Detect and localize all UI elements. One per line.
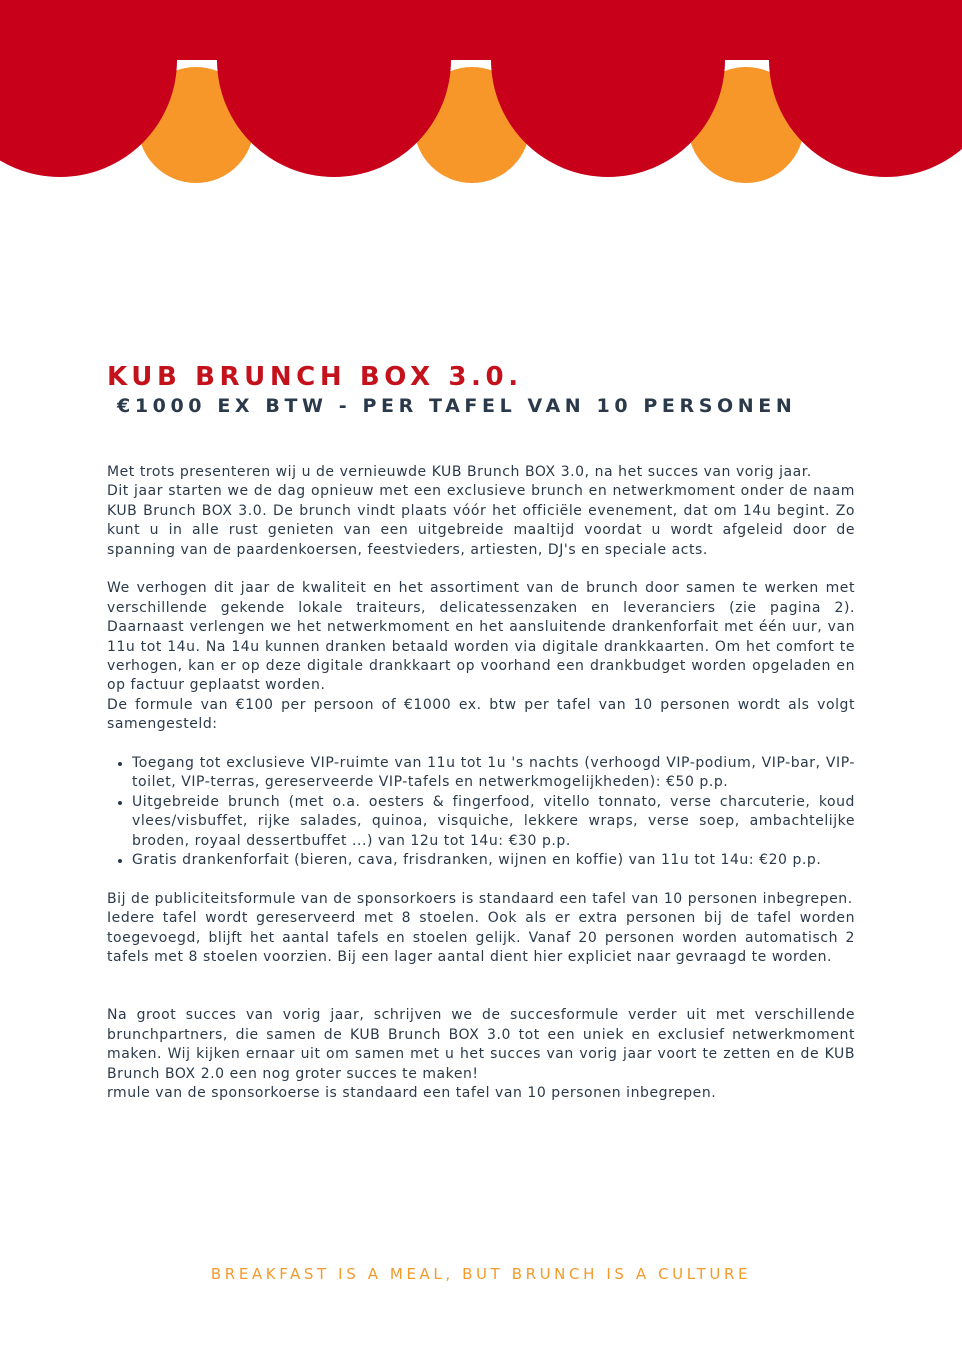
closing-paragraph: rmule van de sponsorkoerse is standaard een tafel van 10 personen inbegrepen. [107,1084,717,1101]
formula-list [107,754,855,870]
publicity-paragraph: Iedere tafel wordt gereserveerd met 8 stoelen. Ook als er extra personen bij de tafel worden toegevoegd, blijft het aantal tafels en stoelen gelijk. Vanaf 20 personen worden automatisch 2 tafels met 8 stoelen voorzien. Bij een lager aantal dient hier expliciet naar gevraagd te worden. [107,910,855,966]
red-scallop [491,0,725,177]
page-title: KUB BRUNCH BOX 3.0. [107,362,523,392]
footer-tagline: BREAKFAST IS A MEAL, BUT BRUNCH IS A CULTURE [210,1265,752,1283]
paragraph-spacer [107,871,855,890]
intro-paragraph: Met trots presenteren wij u de vernieuwde KUB Brunch BOX 3.0, na het succes van vorig jaar. [107,464,812,480]
curtain-header-graphic [0,0,962,190]
publicity-paragraph: Bij de publiciteitsformule van de sponsorkoers is standaard een tafel van 10 personen inbegrepen. [107,890,853,907]
list-item: • Uitgebreide brunch (met o.a. oesters & fingerfood, vitello tonnato, verse charcuterie, koud vlees/visbuffet, rijke salades, quinoa, visquiche, lekkere wraps, verse soep, ambachtelijke broden, royaal dessertbuffet ...) van 12u tot 14u: €30 p.p. [132,793,855,851]
red-scallop [217,0,451,177]
intro-paragraph: Dit jaar starten we de dag opnieuw met een exclusieve brunch en netwerkmoment onder de naam KUB Brunch BOX 3.0. De brunch vindt plaats vóór het officiële evenement, dat om 14u begint. Zo kunt u in alle rust genieten van een uitgebreide maaltijd voordat u wordt afgeleid door de spanning van de paardenkoersen, feestvieders, artiesten, DJ's en speciale acts. [107,483,855,558]
quality-paragraph: We verhogen dit jaar de kwaliteit en het assortiment van de brunch door samen te werken met verschillende gekende lokale traiteurs, delicatessenzaken en leveranciers (zie pagina 2). Daarnaast verlengen we het netwerkmoment en het aansluitende drankenforfait met één uur, van 11u tot 14u. Na 14u kunnen dranken betaald worden via digitale drankkaarten. Om het comfort te verhogen, kan er op deze digitale drankkaart op voorhand een drankbudget worden opgeladen en op factuur geplaatst worden. [107,580,855,694]
closing-paragraph: Na groot succes van vorig jaar, schrijven we de succesformule verder uit met verschillende brunchpartners, die samen de KUB Brunch BOX 3.0 tot een uniek en exclusief netwerkmoment maken. Wij kijken ernaar uit om samen met u het succes van vorig jaar voort te zetten en de KUB Brunch BOX 2.0 een nog groter succes te maken! [107,1007,855,1082]
price-subtitle: €1000 EX BTW - PER TAFEL VAN 10 PERSONEN [117,395,797,417]
list-item: • Gratis drankenforfait (bieren, cava, frisdranken, wijnen en koffie) van 11u tot 14u: €20 p.p. [132,851,855,870]
body-text [107,463,855,1103]
list-item: • Toegang tot exclusieve VIP-ruimte van 11u tot 1u 's nachts (verhoogd VIP-podium, VIP-bar, VIP-toilet, VIP-terras, gereserveerde VIP-tafels en netwerkmogelijkheden): €50 p.p. [132,754,855,793]
paragraph-spacer [107,968,855,1007]
formula-paragraph: De formule van €100 per persoon of €1000 ex. btw per tafel van 10 personen wordt als volgt samengesteld: [107,696,855,733]
paragraph-spacer [107,560,855,579]
paragraph-spacer [107,735,855,754]
